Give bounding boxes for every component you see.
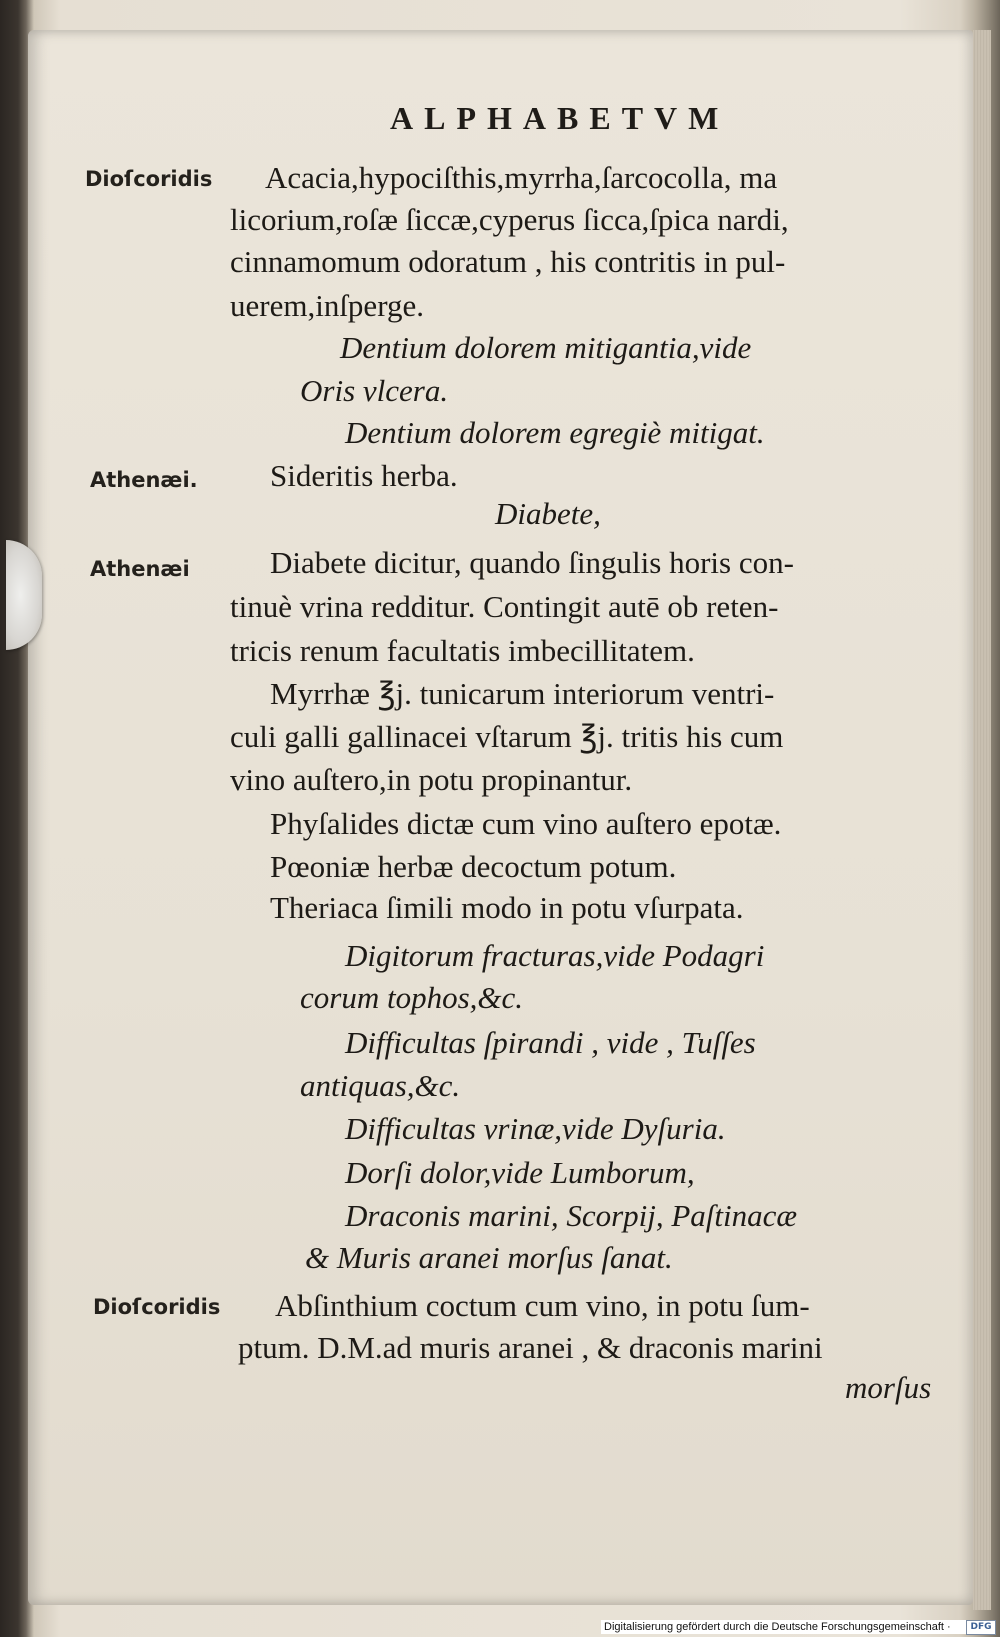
- margin-note: Dioſcoridis: [93, 1295, 221, 1319]
- dfg-logo: DFG: [966, 1620, 996, 1635]
- text-line: antiquas,&c.: [300, 1068, 461, 1103]
- text-line: Pœoniæ herbæ decoctum potum.: [270, 849, 677, 884]
- section-heading: Diabete,: [495, 496, 601, 531]
- text-line: Digitorum fracturas,vide Podagri: [345, 938, 765, 973]
- text-line: tinuè vrina redditur. Contingit autē ob reten-: [230, 589, 779, 624]
- text-line: Phyſalides dictæ cum vino auſtero epotæ.: [270, 806, 782, 841]
- text-line: Theriaca ſimili modo in potu vſurpata.: [270, 890, 744, 925]
- text-line: Oris vlcera.: [300, 373, 449, 408]
- text-line: cinnamomum odoratum , his contritis in pul-: [230, 244, 786, 279]
- text-line: Diabete dicitur, quando ſingulis horis con-: [270, 545, 794, 580]
- text-line: Difficultas vrinæ,vide Dyſuria.: [345, 1111, 726, 1146]
- text-line: Myrrhæ ℥j. tunicarum interiorum ventri-: [270, 676, 775, 711]
- text-line: licorium,roſæ ſiccæ,cyperus ſicca,ſpica nardi,: [230, 202, 789, 237]
- text-line: & Muris aranei morſus ſanat.: [305, 1240, 673, 1275]
- text-line: corum tophos,&c.: [300, 980, 524, 1015]
- text-line: uerem,inſperge.: [230, 288, 424, 323]
- margin-note: Athenæi.: [90, 468, 198, 492]
- digitization-credit: Digitalisierung gefördert durch die Deutsche Forschungsgemeinschaft ·: [601, 1620, 967, 1634]
- text-line: Abſinthium coctum cum vino, in potu ſum-: [275, 1288, 810, 1323]
- text-line: Sideritis herba.: [270, 458, 458, 493]
- catchword: morſus: [845, 1370, 932, 1405]
- text-line: tricis renum facultatis imbecillitatem.: [230, 633, 695, 668]
- page-edges: [973, 30, 991, 1610]
- margin-note: Athenæi: [90, 557, 190, 581]
- text-line: Dentium dolorem egregiè mitigat.: [345, 415, 765, 450]
- text-line: Draconis marini, Scorpij, Paſtinacæ: [345, 1198, 798, 1233]
- text-line: Dorſi dolor,vide Lumborum,: [345, 1155, 695, 1190]
- text-line: Difficultas ſpirandi , vide , Tuſſes: [345, 1025, 756, 1060]
- text-line: ptum. D.M.ad muris aranei , & draconis marini: [238, 1330, 823, 1365]
- margin-note: Dioſcoridis: [85, 167, 213, 191]
- text-line: culi galli gallinacei vſtarum ℥j. tritis his cum: [230, 719, 784, 754]
- running-head: ALPHABETVM: [390, 100, 730, 136]
- text-line: Acacia,hypociſthis,myrrha,ſarcocolla, ma: [265, 160, 778, 195]
- text-line: Dentium dolorem mitigantia,vide: [340, 330, 752, 365]
- text-line: vino auſtero,in potu propinantur.: [230, 762, 633, 797]
